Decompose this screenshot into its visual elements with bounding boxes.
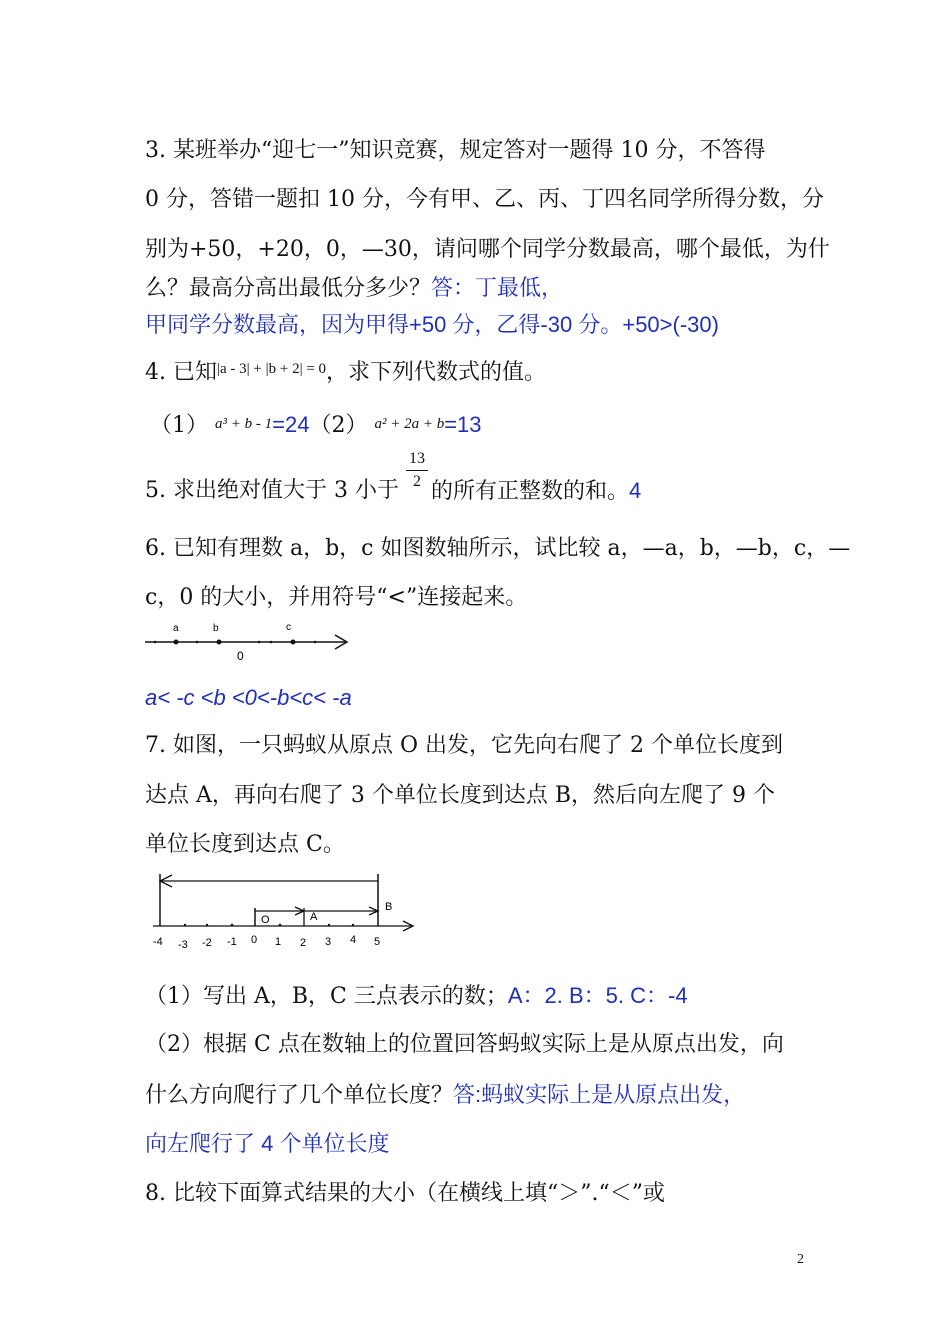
q6-label-zero: 0 [237, 649, 244, 663]
q4-part2-label: （2） [309, 413, 368, 438]
q4-condition-formula: |a - 3| + |b + 2| = 0 [216, 361, 327, 377]
q3-line-4 [145, 273, 563, 304]
q7-number-line [145, 870, 420, 955]
q7-part2-question: 什么方向爬行了几个单位长度？ [145, 1083, 454, 1108]
q7-tick-label: -1 [227, 936, 237, 948]
q5-prefix: 5. 求出绝对值大于 3 小于 [145, 478, 399, 503]
q4-line [145, 358, 546, 390]
q7-tick-label: -3 [178, 939, 188, 951]
q4-part1-label: （1） [150, 413, 208, 438]
q4-prefix: 4. 已知 [145, 360, 217, 385]
q7-tick-label: -4 [153, 936, 163, 948]
q7-part2-answer-part-1: 答:蚂蚁实际上是从原点出发， [453, 1082, 746, 1107]
q8-line-1: 8. 比较下面算式结果的大小（在横线上填“＞”.“＜”或 [145, 1181, 665, 1206]
q3-answer-part-2: 甲同学分数最高，因为甲得+50 分，乙得-30 分。+50>(-30) [145, 312, 719, 337]
q5-suffix-line [431, 476, 641, 507]
q4-part2-formula: a² + 2a + b [374, 416, 445, 432]
q6-point-b [217, 640, 222, 645]
q7-part1-question: （1）写出 A，B，C 三点表示的数； [145, 984, 508, 1009]
q6-number-line [140, 615, 360, 665]
q7-tick-label: 2 [300, 937, 307, 949]
q5-line [145, 476, 399, 506]
q7-line-3: 单位长度到达点 C。 [145, 832, 345, 857]
q6-point-c [291, 640, 296, 645]
q7-part2-line-1: （2）根据 C 点在数轴上的位置回答蚂蚁实际上是从原点出发，向 [145, 1032, 784, 1057]
q5-fraction-numerator: 13 [409, 450, 425, 467]
q5-suffix: 的所有正整数的和。 [431, 479, 630, 504]
q6-label-a: a [173, 623, 179, 634]
q3-question-text: 么？最高分高出最低分多少？ [145, 276, 432, 301]
q4-part1-answer: =24 [272, 412, 310, 437]
q7-line-2: 达点 A，再向右爬了 3 个单位长度到达点 B，然后向左爬了 9 个 [145, 783, 776, 808]
q4-parts [150, 410, 482, 443]
q6-line-1: 6. 已知有理数 a，b，c 如图数轴所示，试比较 a，—a，b，—b，c，— [145, 536, 851, 561]
q7-label-o: O [261, 914, 270, 926]
q7-line-1: 7. 如图，一只蚂蚁从原点 O 出发，它先向右爬了 2 个单位长度到 [145, 733, 783, 758]
q6-answer: a< -c <b <0<-b<c< -a [145, 685, 352, 710]
q3-line-3: 别为+50，+20，0，—30，请问哪个同学分数最高，哪个最低，为什 [145, 237, 830, 262]
q7-label-a: A [310, 911, 318, 923]
q5-answer: 4 [629, 478, 642, 503]
q7-label-b: B [385, 901, 393, 913]
q7-tick-label: 5 [374, 936, 381, 948]
q4-part2-answer: =13 [444, 412, 482, 437]
q7-tick-label: -2 [202, 937, 212, 949]
q7-part2-answer-part-2: 向左爬行了 4 个单位长度 [145, 1131, 390, 1156]
q3-line-1: 3. 某班举办“迎七一”知识竞赛，规定答对一题得 10 分，不答得 [145, 138, 766, 163]
q7-tick-label: 4 [350, 934, 357, 946]
q5-fraction-denominator: 2 [413, 473, 421, 490]
q7-part1-answer: A：2. B：5. C：-4 [507, 983, 688, 1008]
q3-answer-part-1: 答：丁最低， [431, 275, 564, 300]
q5-fraction [406, 450, 428, 491]
q6-label-c: c [286, 622, 291, 633]
q6-line-2: c，0 的大小，并用符号“<”连接起来。 [145, 585, 528, 610]
q6-label-b: b [213, 623, 219, 634]
q6-point-a [174, 640, 179, 645]
q7-tick-label: 0 [251, 934, 258, 946]
q7-tick-label: 1 [275, 936, 282, 948]
q7-tick-label: 3 [325, 936, 332, 948]
q4-part1-formula: a³ + b - 1 [215, 416, 273, 432]
q7-part1-line [145, 981, 688, 1012]
q3-line-2: 0 分，答错一题扣 10 分，今有甲、乙、丙、丁四名同学所得分数，分 [145, 187, 824, 212]
q5-fraction-bar [406, 470, 428, 471]
q7-part2-line-2 [145, 1080, 745, 1111]
page-number: 2 [797, 1252, 804, 1267]
q4-suffix: ，求下列代数式的值。 [326, 360, 547, 385]
